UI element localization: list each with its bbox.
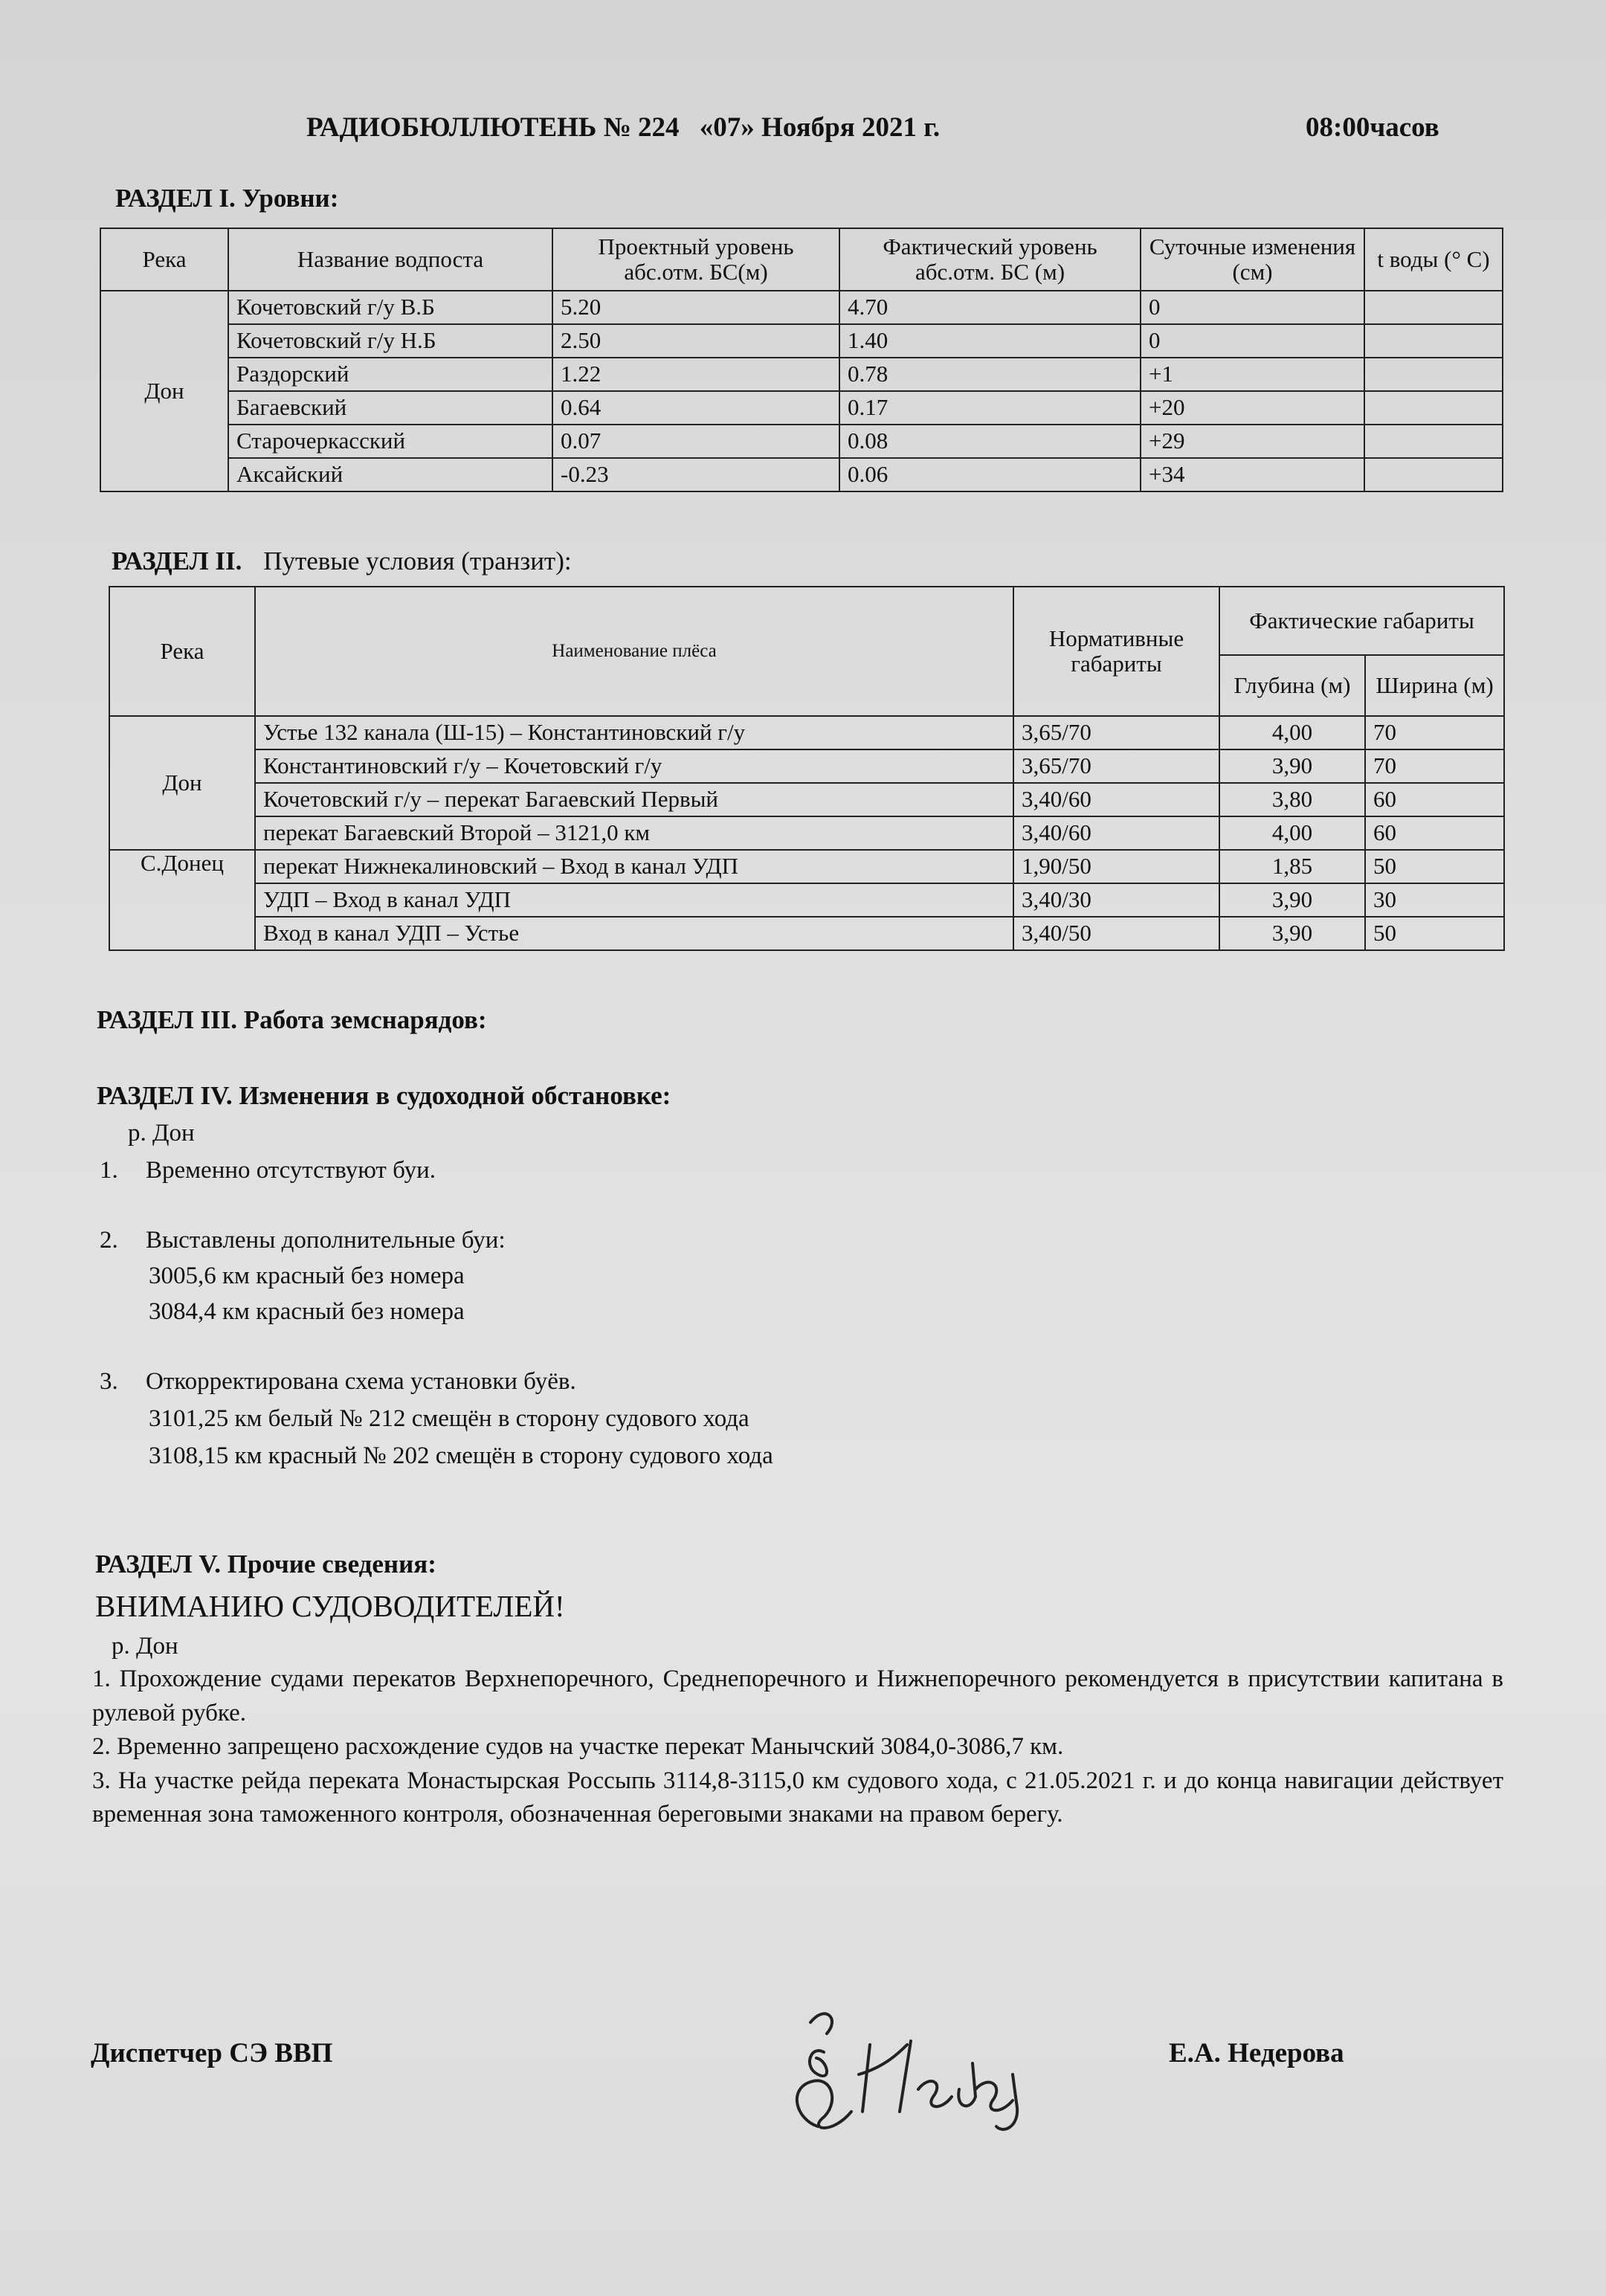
levels-row: [100, 458, 1503, 491]
levels-row: [100, 391, 1503, 425]
width: 30: [1365, 883, 1504, 917]
daily-change: +29: [1141, 425, 1364, 458]
section1-heading: РАЗДЕЛ I. Уровни:: [115, 184, 339, 213]
section4-item-2: Выставлены дополнительные буи:: [146, 1227, 506, 1254]
water-temp: [1364, 291, 1503, 324]
reach-name: Константиновский г/у – Кочетовский г/у: [255, 749, 1013, 783]
section4-item-3-line: 3101,25 км белый № 212 смещён в сторону судового хода: [149, 1405, 749, 1432]
post-name: Раздорский: [228, 358, 552, 391]
post-name: Старочеркасский: [228, 425, 552, 458]
post-name: Багаевский: [228, 391, 552, 425]
post-name: Аксайский: [228, 458, 552, 491]
col-reach: Наименование плёса: [255, 587, 1013, 716]
section5-item-1: 1. Прохождение судами перекатов Верхнепоречного, Среднепоречного и Нижнепоречного рекомендуется в присутствии капитана в рулевой рубке.: [92, 1665, 1503, 1726]
norm-dimensions: 3,40/30: [1013, 883, 1219, 917]
levels-row: [100, 358, 1503, 391]
handwritten-signature: [781, 2000, 1026, 2149]
reach-name: УДП – Вход в канал УДП: [255, 883, 1013, 917]
section4-item-3-line: 3108,15 км красный № 202 смещён в сторону судового хода: [149, 1442, 773, 1469]
section4-item-1: Временно отсутствуют буи.: [146, 1157, 436, 1184]
design-level: 2.50: [552, 324, 839, 358]
water-temp: [1364, 391, 1503, 425]
section4-item-1-number: 1.: [100, 1157, 118, 1184]
daily-change: 0: [1141, 291, 1364, 324]
design-level: 0.07: [552, 425, 839, 458]
route-row: [109, 749, 1504, 783]
dispatcher-role: Диспетчер СЭ ВВП: [91, 2038, 333, 2068]
levels-header-row: [100, 228, 1503, 291]
daily-change: +20: [1141, 391, 1364, 425]
route-row: [109, 716, 1504, 749]
section4-item-3: Откорректирована схема установки буёв.: [146, 1368, 576, 1395]
water-temp: [1364, 324, 1503, 358]
route-row: [109, 917, 1504, 950]
col-river: Река: [109, 587, 255, 716]
width: 70: [1365, 716, 1504, 749]
col-norm-dimensions: Нормативные габариты: [1013, 587, 1219, 716]
actual-level: 0.78: [839, 358, 1141, 391]
norm-dimensions: 3,65/70: [1013, 749, 1219, 783]
section2-heading-title: Путевые условия (транзит):: [263, 546, 572, 575]
river-cell: Дон: [109, 716, 255, 850]
section5-heading: РАЗДЕЛ V. Прочие сведения:: [95, 1550, 436, 1578]
actual-level: 1.40: [839, 324, 1141, 358]
width: 60: [1365, 783, 1504, 816]
section4-item-2-line: 3005,6 км красный без номера: [149, 1263, 465, 1289]
col-actual-dimensions: Фактические габариты: [1219, 587, 1504, 655]
reach-name: Кочетовский г/у – перекат Багаевский Первый: [255, 783, 1013, 816]
reach-name: перекат Нижнекалиновский – Вход в канал УДП: [255, 850, 1013, 883]
col-daily-change: Суточные изменения (см): [1141, 228, 1364, 291]
daily-change: +34: [1141, 458, 1364, 491]
dispatcher-name: Е.А. Недерова: [1169, 2038, 1344, 2068]
norm-dimensions: 3,40/60: [1013, 816, 1219, 850]
norm-dimensions: 3,65/70: [1013, 716, 1219, 749]
route-header-row: [109, 587, 1504, 655]
bulletin-date: «07» Ноября 2021 г.: [699, 112, 941, 143]
route-row: [109, 883, 1504, 917]
col-post: Название водпоста: [228, 228, 552, 291]
norm-dimensions: 1,90/50: [1013, 850, 1219, 883]
actual-level: 4.70: [839, 291, 1141, 324]
col-river: Река: [100, 228, 228, 291]
daily-change: +1: [1141, 358, 1364, 391]
levels-table: [100, 228, 1503, 492]
width: 50: [1365, 850, 1504, 883]
width: 50: [1365, 917, 1504, 950]
daily-change: 0: [1141, 324, 1364, 358]
design-level: 1.22: [552, 358, 839, 391]
actual-level: 0.17: [839, 391, 1141, 425]
reach-name: Вход в канал УДП – Устье: [255, 917, 1013, 950]
section4-item-2-line: 3084,4 км красный без номера: [149, 1298, 465, 1325]
section3-heading: РАЗДЕЛ III. Работа земснарядов:: [97, 1005, 487, 1034]
col-water-temp: t воды (° С): [1364, 228, 1503, 291]
bulletin-time: 08:00часов: [1306, 112, 1439, 143]
reach-name: перекат Багаевский Второй – 3121,0 км: [255, 816, 1013, 850]
bulletin-title: [306, 112, 940, 144]
route-conditions-table: [109, 586, 1505, 951]
actual-level: 0.08: [839, 425, 1141, 458]
section4-item-2-number: 2.: [100, 1227, 118, 1254]
section4-item-3-number: 3.: [100, 1368, 118, 1395]
section5-item-2: 2. Временно запрещено расхождение судов на участке перекат Манычский 3084,0-3086,7 км.: [92, 1733, 1064, 1761]
river-cell: С.Донец: [109, 850, 255, 950]
norm-dimensions: 3,40/50: [1013, 917, 1219, 950]
post-name: Кочетовский г/у В.Б: [228, 291, 552, 324]
depth: 3,80: [1219, 783, 1365, 816]
norm-dimensions: 3,40/60: [1013, 783, 1219, 816]
design-level: -0.23: [552, 458, 839, 491]
depth: 3,90: [1219, 917, 1365, 950]
bulletin-number: РАДИОБЮЛЛЮТЕНЬ № 224: [306, 112, 680, 143]
depth: 4,00: [1219, 716, 1365, 749]
design-level: 0.64: [552, 391, 839, 425]
depth: 3,90: [1219, 749, 1365, 783]
col-actual-level: Фактический уровень абс.отм. БС (м): [839, 228, 1141, 291]
section4-river: р. Дон: [128, 1120, 195, 1147]
section5-river: р. Дон: [112, 1633, 178, 1660]
actual-level: 0.06: [839, 458, 1141, 491]
section2-heading-number: РАЗДЕЛ II.: [112, 546, 242, 575]
post-name: Кочетовский г/у Н.Б: [228, 324, 552, 358]
water-temp: [1364, 358, 1503, 391]
reach-name: Устье 132 канала (Ш-15) – Константиновский г/у: [255, 716, 1013, 749]
design-level: 5.20: [552, 291, 839, 324]
route-row: [109, 783, 1504, 816]
col-depth: Глубина (м): [1219, 655, 1365, 716]
river-cell: Дон: [100, 291, 228, 491]
depth: 4,00: [1219, 816, 1365, 850]
width: 60: [1365, 816, 1504, 850]
depth: 1,85: [1219, 850, 1365, 883]
levels-row: [100, 425, 1503, 458]
section2-heading: [112, 546, 572, 576]
attention-heading: ВНИМАНИЮ СУДОВОДИТЕЛЕЙ!: [95, 1589, 565, 1623]
section5-item-3: 3. На участке рейда переката Монастырская Россыпь 3114,8-3115,0 км судового хода, с 21.05.2021 г. и до конца навигации действует временная зона таможенного контроля, обозначенная береговыми знаками на правом берегу.: [92, 1767, 1503, 1828]
water-temp: [1364, 425, 1503, 458]
route-row: [109, 816, 1504, 850]
levels-row: [100, 324, 1503, 358]
depth: 3,90: [1219, 883, 1365, 917]
levels-row: [100, 291, 1503, 324]
water-temp: [1364, 458, 1503, 491]
section4-heading: РАЗДЕЛ IV. Изменения в судоходной обстановке:: [97, 1081, 671, 1110]
route-row: [109, 850, 1504, 883]
col-width: Ширина (м): [1365, 655, 1504, 716]
width: 70: [1365, 749, 1504, 783]
section5-items: [92, 1663, 1503, 1832]
col-design-level: Проектный уровень абс.отм. БС(м): [552, 228, 839, 291]
